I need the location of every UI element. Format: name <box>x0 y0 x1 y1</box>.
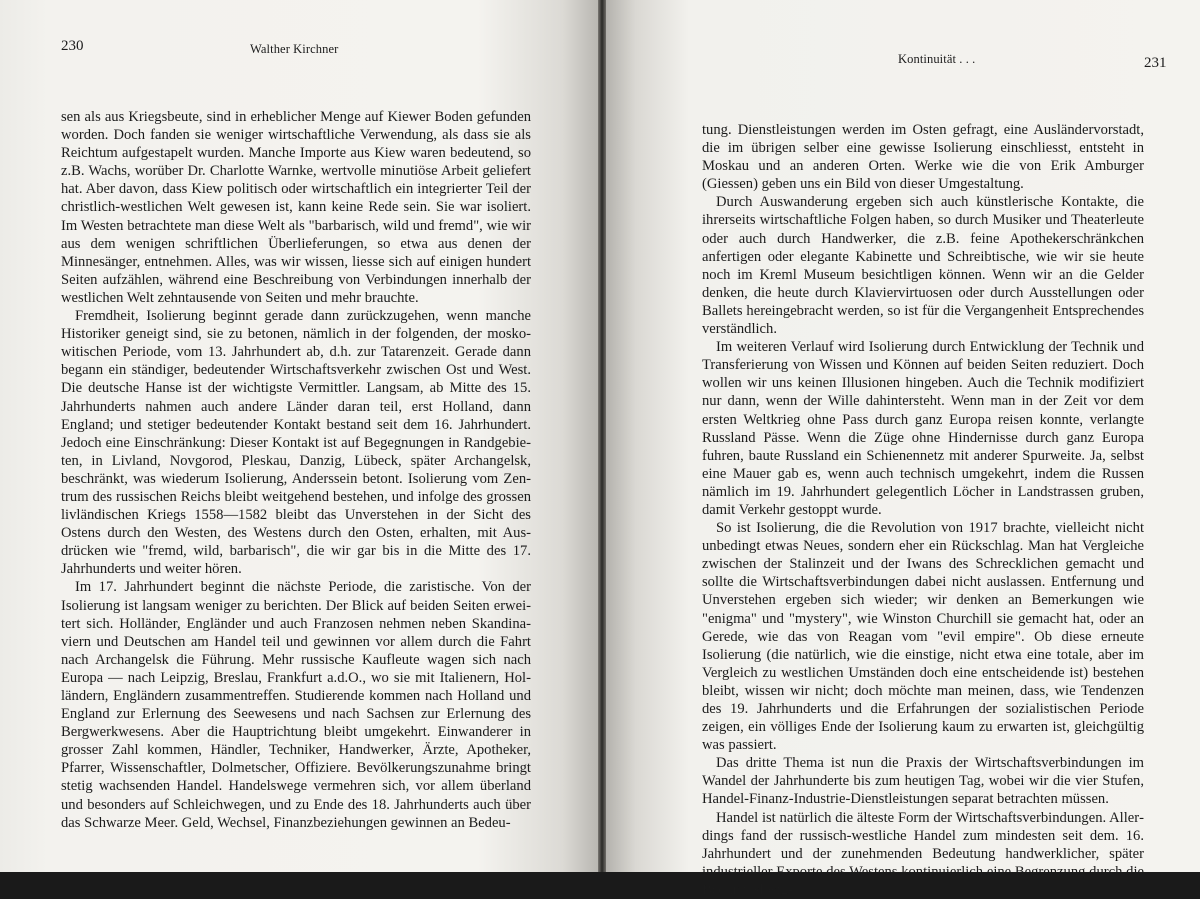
right-page <box>606 0 1200 898</box>
paragraph: So ist Isolierung, die die Revolution von 1917 brachte, vielleicht nicht unbedingt etwas Neues, sondern eher ein Rückschlag. Man hat Vergleiche zwischen der Stalinzeit und der Iwans des Schrecklichen gemacht und sollte die Wirtschaftsverbindungen dabei nicht auslassen. Entfernung und Unverstehen ergeben sich wieder; wir denken an Bemerkungen wie "enigma" und "mystery", wie Winston Churchill sie gemacht hat, oder an Gerede, wie das von Reagan vom "evil empire". Ob diese erneute Isolierung (die natürlich, wie die einstige, nicht etwa eine totale, aber im Vergleich zu westlichen Umständen doch eine entscheidende ist) bestehen bleibt, wissen wir nicht; doch möchte man meinen, dass, wie Tendenzen des 19. Jahrhunderts und die Erfahrungen der sozialistischen Periode zeigen, ein völliges Ende der Isolierung kaum zu erwarten ist, gleichgültig was passiert. <box>702 520 1144 754</box>
paragraph: Durch Auswanderung ergeben sich auch künstlerische Kontakte, die ihrerseits wirtschaftliche Folgen haben, so durch Musiker und Theaterleute oder auch durch Handwerker, die z.B. feine Apothekerschränkchen anfertigen oder elegante Kabinette und Schreibtische, wie wir sie heute noch im Kreml Museum besichtligen können. Wenn wir an die Gelder denken, die heute durch Klaviervirtuosen oder durch Ausstellungen oder Ballets hereingebracht werden, so ist für die Vergangenheit Entsprechendes verständlich. <box>702 194 1144 338</box>
left-page <box>0 0 598 872</box>
page-number: 230 <box>61 38 84 54</box>
paragraph: sen als aus Kriegsbeute, sind in erheblicher Menge auf Kiewer Boden gefunden worden. Doch fanden sie weniger wirtschaftliche Verwendung, als dass sie als Reichtum aufgestapelt wurden. Manche Importe aus Kiew waren bedeutend, so z.B. Wachs, worüber Dr. Charlotte Warnke, wertvolle minutiöse Arbeit geliefert hat. Aber davon, dass Kiew politisch oder wirtschaftlich ein integrierter Teil der christlich-westlichen Welt gewesen ist, kann keine Rede sein. Sie war isoliert. Im Westen betrachtete man diese Welt als "barbarisch, wild und fremd", wie wir aus dem wenigen schriftlichen Überlieferungen, so etwa aus denen der Minnesänger, entnehmen. Alles, was wir wissen, liesse sich auf einigen hundert Seiten aufzählen, während eine Beschreibung von Verbindungen innerhalb der westlichen Welt zehntausende von Seiten und mehr brauchte. <box>61 109 531 306</box>
paragraph: tung. Dienstleistungen werden im Osten gefragt, eine Ausländervorstadt, die im übrigen selber eine gewisse Isolierung einschliesst, entsteht in Moskau und an anderen Orten. Werke wie die von Erik Amburger (Giessen) geben uns ein Bild von dieser Umgestaltung. <box>702 122 1144 193</box>
page-text <box>61 108 531 832</box>
book-gutter <box>598 0 606 872</box>
page-text <box>702 121 1144 899</box>
paragraph: Fremdheit, Isolierung beginnt gerade dann zurückzugehen, wenn manche Historiker geneigt sind, sie zu betonen, nämlich in der folgenden, der moskowitischen Periode, vom 13. Jahrhundert ab, d.h. zur Tatarenzeit. Gerade dann begann ein ständiger, bedeutender Wirtschaftsverkehr zwischen Ost und West. Die deutsche Hanse ist der wichtigste Vermittler. Langsam, ab Mitte des 15. Jahrhunderts nahmen auch andere Länder daran teil, erst Holland, dann England; und stetiger bedeutender Kontakt bestand seit dem 16. Jahrhundert. Jedoch eine Einschränkung: Dieser Kontakt ist auf Begegnungen in Randgebieten, in Livland, Novgorod, Pleskau, Danzig, Lübeck, später Archangelsk, beschränkt, was wiederum Isolierung, Anderssein betont. Isolierung vom Zentrum des russischen Reichs bleibt weitgehend bestehen, und infolge des grossen livländischen Kriegs 1558—1582 bleibt das Unverstehen in der Sicht des Ostens durch den Westen, des Westens durch den Osten, erhalten, mit Ausdrücken wie "fremd, wild, barbarisch", die wir gar bis in die Mitte des 17. Jahrhunderts und weiter hören. <box>61 308 531 578</box>
running-head: Kontinuität . . . <box>898 52 976 66</box>
page-number: 231 <box>1144 55 1167 71</box>
paragraph: Im 17. Jahrhundert beginnt die nächste Periode, die zaristische. Von der Isolierung ist langsam weniger zu berichten. Der Blick auf beiden Seiten erweitert sich. Holländer, Engländer und auch Franzosen nehmen neben Skandinaviern und Deutschen am Handel teil und gewinnen vor allem durch die Fahrt nach Archangelsk die Führung. Mehr russische Kaufleute wagen sich nach Europa — nach Leipzig, Breslau, Frankfurt a.d.O., wo sie mit Italienern, Holländern, Engländern zusammentreffen. Studierende kommen nach Holland und England zur Erlernung des Seewesens und nach Sachsen zur Erlernung des Bergwerkwesens. Aber die Hauptrichtung bleibt umgekehrt. Einwanderer in grosser Zahl kommen, Händler, Techniker, Handwerker, Ärzte, Apotheker, Pfarrer, Wissenschaftler, Dolmetscher, Offiziere. Bevölkerungszunahme bringt stetig wachsenden Handel. Handelswege vermehren sich, vor allem überland und besonders auf Schleichwegen, und zu Ende des 18. Jahrhunderts auch über das Schwarze Meer. Geld, Wechsel, Finanzbeziehungen gewinnen an Bedeu- <box>61 579 531 831</box>
running-head: Walther Kirchner <box>250 42 339 56</box>
paragraph: Das dritte Thema ist nun die Praxis der Wirtschaftsverbindungen im Wandel der Jahrhunderte bis zum heutigen Tag, wobei wir die vier Stufen, Handel-Finanz-Industrie-Dienstleistungen separat betrachten müssen. <box>702 755 1144 808</box>
paragraph: Handel ist natürlich die älteste Form der Wirtschaftsverbindungen. Allerdings fand der russisch-westliche Handel zum mindesten seit dem. 16. Jahrhundert und der zunehmenden Bedeutung handwerklicher, später industrieller Exporte des Westens kontinuierlich eine Begrenzung durch die Bedürfnislosig- <box>702 809 1144 898</box>
paragraph: Im weiteren Verlauf wird Isolierung durch Entwicklung der Technik und Transferierung von Wissen und Können auf beiden Seiten reduziert. Doch wollen wir uns keinen Illusionen hingeben. Auch die Technik modifiziert nur dann, wenn der Wille dahintersteht. Wenn man in der Zeit vor dem ersten Weltkrieg ohne Pass durch ganz Europa reisen konnte, verlangte Russland Pässe. Wenn die Züge ohne Hindernisse durch ganz Europa fuhren, baute Russland ein Schienennetz mit anderer Spurweite. Ja, selbst eine Mauer gab es, wenn auch technisch umgekehrt, indem die Russen nämlich im 19. Jahrhundert gelegentlich Löcher in Landstrassen gruben, damit Verkehr gestoppt wurde. <box>702 339 1144 518</box>
